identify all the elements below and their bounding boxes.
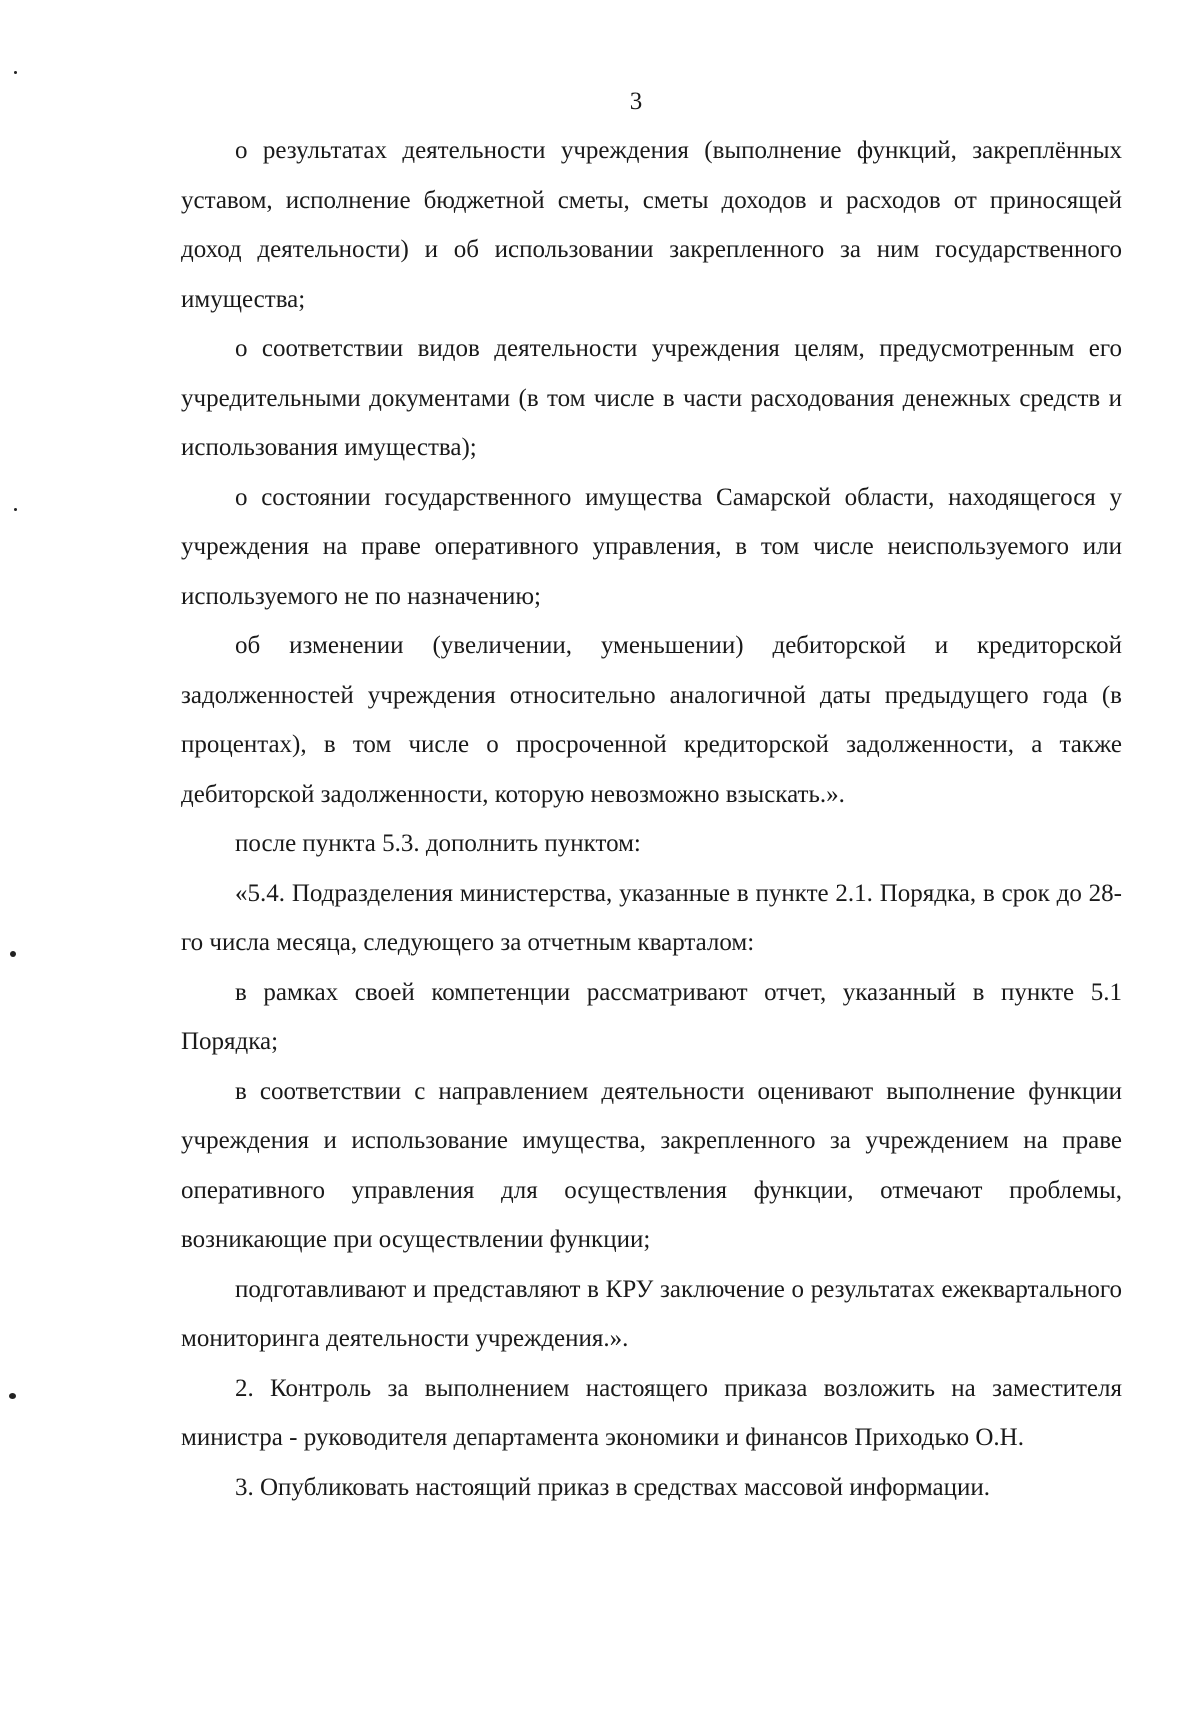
- paragraph-submit-conclusion: подготавливают и представляют в КРУ заключение о результатах ежеквартального мониторинга деятельности учреждения.».: [181, 1275, 1122, 1352]
- paragraph-control: 2. Контроль за выполнением настоящего приказа возложить на заместителя министра - руководителя департамента экономики и финансов Приходько О.Н.: [181, 1374, 1122, 1451]
- paragraph-review-report: в рамках своей компетенции рассматривают отчет, указанный в пункте 5.1 Порядка;: [181, 978, 1122, 1055]
- paragraph-property-state: о состоянии государственного имущества Самарской области, находящегося у учреждения на праве оперативного управления, в том числе неиспользуемого или используемого не по назначению;: [181, 483, 1122, 610]
- paragraph-clause-5-4: «5.4. Подразделения министерства, указанные в пункте 2.1. Порядка, в срок до 28-го числа месяца, следующего за отчетным кварталом:: [181, 879, 1122, 956]
- scan-dot-mark: [14, 71, 17, 74]
- page-number: 3: [629, 88, 643, 115]
- scan-dot-mark: [10, 951, 16, 957]
- paragraph-evaluate-functions: в соответствии с направлением деятельности оценивают выполнение функции учреждения и использование имущества, закрепленного за учреждением на праве оперативного управления для осуществления функции, отмечают проблемы, возникающие при осуществлении функции;: [181, 1077, 1122, 1253]
- paragraph-results: о результатах деятельности учреждения (выполнение функций, закреплённых уставом, исполнение бюджетной сметы, сметы доходов и расходов от приносящей доход деятельности) и об использовании закрепленного за ним государственного имущества;: [181, 137, 1122, 313]
- paragraph-publish: 3. Опубликовать настоящий приказ в средствах массовой информации.: [235, 1473, 991, 1501]
- scan-dot-mark: [14, 508, 17, 511]
- document-body: [181, 126, 1122, 1512]
- paragraph-insert-point: после пункта 5.3. дополнить пунктом:: [235, 830, 641, 857]
- paragraph-compliance: о соответствии видов деятельности учреждения целям, предусмотренным его учредительными документами (в том числе в части расходования денежных средств и использования имущества);: [181, 335, 1122, 461]
- paragraph-debt-change: об изменении (увеличении, уменьшении) дебиторской и кредиторской задолженностей учреждения относительно аналогичной даты предыдущего года (в процентах), в том числе о просроченной кредиторской задолженности, а также дебиторской задолженности, которую невозможно взыскать.».: [181, 632, 1122, 808]
- scan-dot-mark: [9, 1393, 16, 1399]
